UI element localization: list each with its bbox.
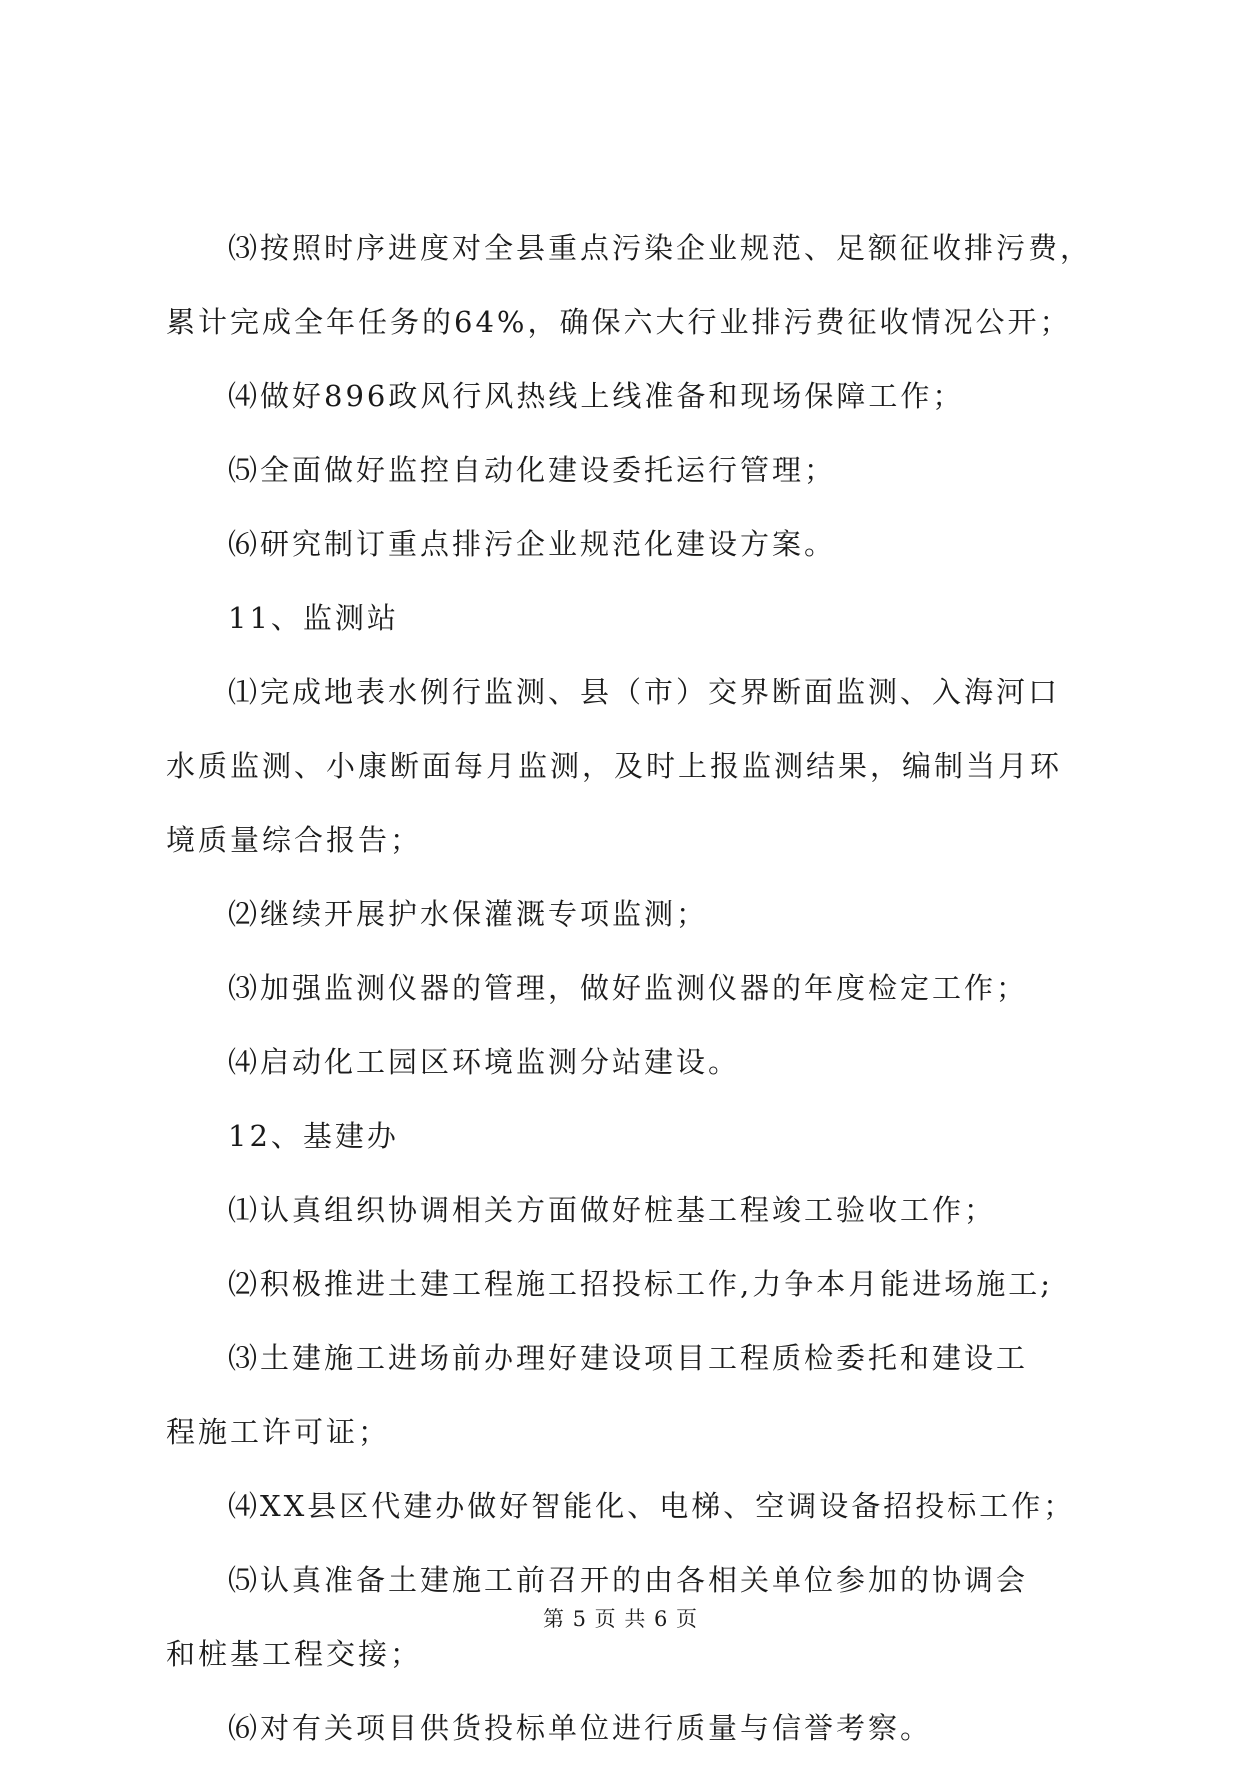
paragraph-line: ⑶加强监测仪器的管理，做好监测仪器的年度检定工作； xyxy=(228,971,1029,1005)
paragraph-line: ⑸全面做好监控自动化建设委托运行管理； xyxy=(228,453,837,487)
paragraph-line: ⑶按照时序进度对全县重点污染企业规范、足额征收排污费， xyxy=(228,231,1093,265)
paragraph-line: ⑷做好896政风行风热线上线准备和现场保障工作； xyxy=(228,379,965,413)
paragraph-line: ⑵积极推进土建工程施工招投标工作,力争本月能进场施工; xyxy=(228,1267,1053,1301)
section-heading: 12、基建办 xyxy=(228,1119,399,1153)
paragraph-line: ⑷启动化工园区环境监测分站建设。 xyxy=(228,1045,741,1079)
document-body xyxy=(166,230,1096,1784)
paragraph-line: 累计完成全年任务的64%，确保六大行业排污费征收情况公开； xyxy=(166,305,1072,339)
paragraph-line: 和桩基工程交接； xyxy=(166,1637,423,1671)
paragraph-line: ⑴完成地表水例行监测、县（市）交界断面监测、入海河口 xyxy=(228,675,1061,709)
paragraph-line: 境质量综合报告； xyxy=(166,823,423,857)
page-footer: 第 5 页 共 6 页 xyxy=(542,1607,699,1631)
paragraph-line: 程施工许可证； xyxy=(166,1415,391,1449)
section-heading: 11、监测站 xyxy=(228,601,399,635)
paragraph-line: ⑵继续开展护水保灌溉专项监测； xyxy=(228,897,709,931)
paragraph-line: ⑹对有关项目供货投标单位进行质量与信誉考察。 xyxy=(228,1711,933,1745)
paragraph-line: ⑶土建施工进场前办理好建设项目工程质检委托和建设工 xyxy=(228,1341,1029,1375)
paragraph-line: ⑴认真组织协调相关方面做好桩基工程竣工验收工作； xyxy=(228,1193,997,1227)
paragraph-line: ⑷XX县区代建办做好智能化、电梯、空调设备招投标工作； xyxy=(228,1489,1076,1523)
paragraph-line: ⑸认真准备土建施工前召开的由各相关单位参加的协调会 xyxy=(228,1563,1029,1597)
paragraph-line: 水质监测、小康断面每月监测，及时上报监测结果，编制当月环 xyxy=(166,749,1063,783)
paragraph-line: ⑹研究制订重点排污企业规范化建设方案。 xyxy=(228,527,837,561)
